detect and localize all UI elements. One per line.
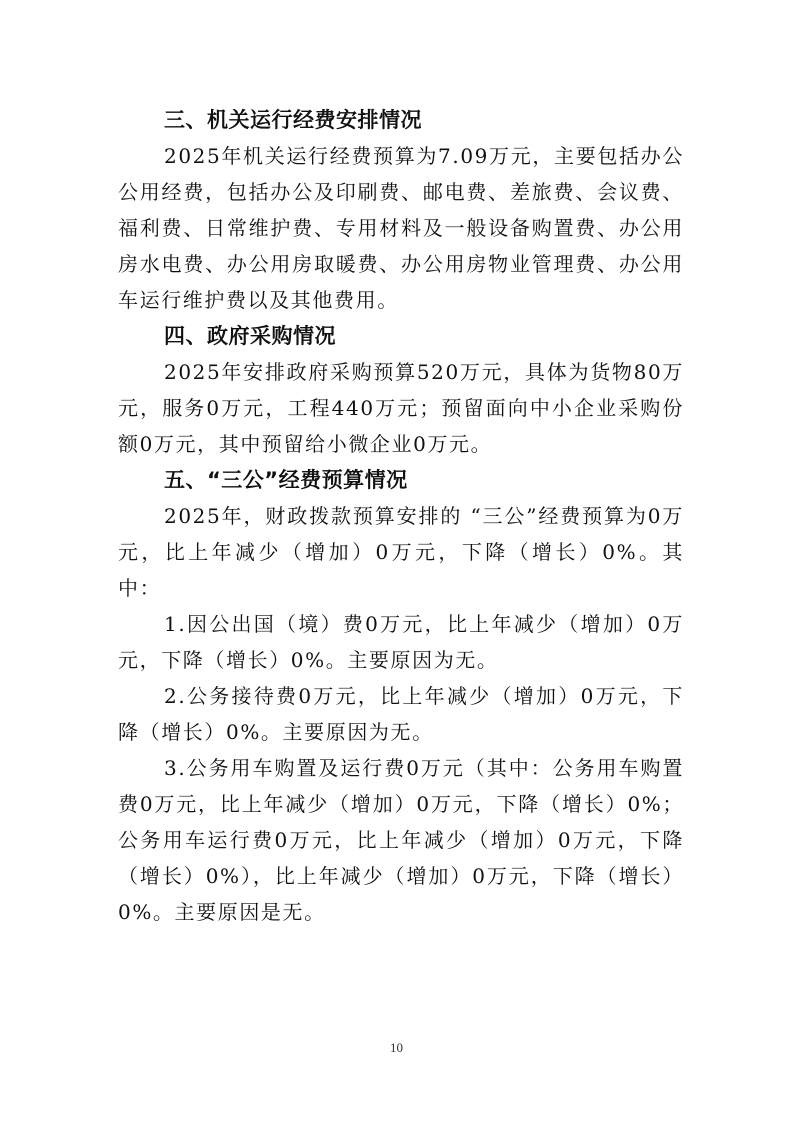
paragraph-government-procurement: 2025年安排政府采购预算520万元，具体为货物80万元，服务0万元，工程440万元；预留面向中小企业采购份额0万元，其中预留给小微企业0万元。 (118, 360, 684, 456)
page-body (118, 102, 684, 930)
paragraph-official-vehicles: 3.公务用车购置及运行费0万元（其中：公务用车购置费0万元，比上年减少（增加）0万元，下降（增长）0%；公务用车运行费0万元，比上年减少（增加）0万元，下降（增长）0%），比上年减少（增加）0万元，下降（增长）0%。主要原因是无。 (118, 756, 684, 924)
paragraph-operating-expenses: 2025年机关运行经费预算为7.09万元，主要包括办公公用经费，包括办公及印刷费、邮电费、差旅费、会议费、福利费、日常维护费、专用材料及一般设备购置费、办公用房水电费、办公用房取暖费、办公用房物业管理费、办公用车运行维护费以及其他费用。 (118, 144, 684, 312)
paragraph-official-reception: 2.公务接待费0万元，比上年减少（增加）0万元，下降（增长）0%。主要原因为无。 (118, 684, 684, 744)
section-heading-three-public-expenses: 五、“三公”经费预算情况 (164, 468, 408, 492)
paragraph-three-public-summary: 2025年，财政拨款预算安排的 “三公”经费预算为0万元，比上年减少（增加）0万元，下降（增长）0%。其中： (118, 504, 684, 600)
section-heading-government-procurement: 四、政府采购情况 (164, 324, 336, 348)
page-number: 10 (390, 1040, 403, 1055)
paragraph-overseas-travel: 1.因公出国（境）费0万元，比上年减少（增加）0万元，下降（增长）0%。主要原因为无。 (118, 612, 684, 672)
section-heading-operating-expenses: 三、机关运行经费安排情况 (164, 108, 422, 132)
